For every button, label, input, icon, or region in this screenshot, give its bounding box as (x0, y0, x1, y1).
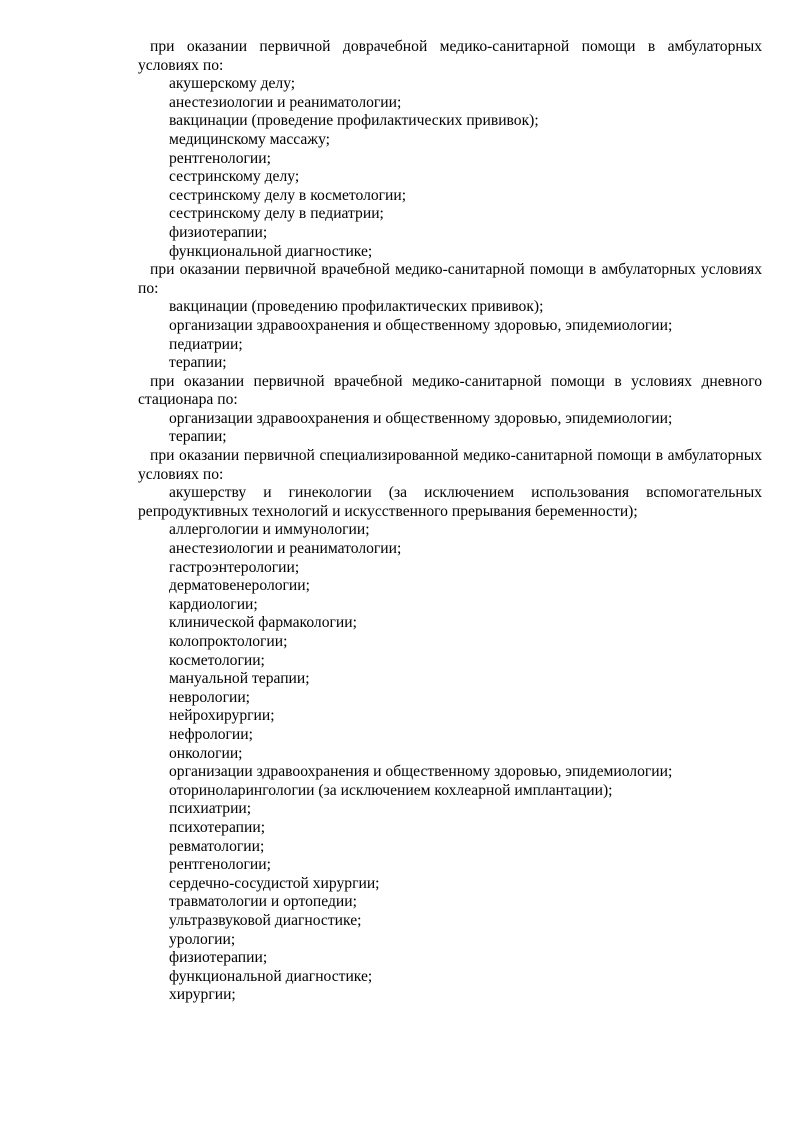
list-item: гастроэнтерологии; (169, 558, 300, 576)
list-item: сестринскому делу; (169, 168, 300, 186)
section-heading: при оказании первичной специализированной медико-санитарной помощи в амбулаторных условиях по: (138, 447, 762, 483)
list-item: сестринскому делу в косметологии; (169, 186, 407, 204)
list-item: сердечно-сосудистой хирургии; (169, 874, 380, 892)
list-item: физиотерапии; (169, 949, 268, 967)
list-item: дерматовенерологии; (169, 577, 310, 595)
list-item: вакцинации (проведение профилактических прививок); (169, 112, 539, 130)
list-item: онкологии; (169, 744, 243, 762)
list-item: неврологии; (169, 688, 251, 706)
list-item: терапии; (169, 354, 227, 372)
section-primary-prephysician-outpatient (138, 38, 762, 261)
list-item: акушерству и гинекологии (за исключением использования вспомогательных репродуктивных технологий и искусственного прерывания беременности); (138, 484, 762, 520)
list-item: организации здравоохранения и общественному здоровью, эпидемиологии; (169, 316, 673, 334)
list-item: акушерскому делу; (169, 75, 296, 93)
section-primary-specialized-outpatient (138, 447, 762, 1005)
list-item: организации здравоохранения и общественному здоровью, эпидемиологии; (169, 409, 673, 427)
section-heading: при оказании первичной доврачебной медико-санитарной помощи в амбулаторных условиях по: (138, 38, 762, 74)
section-primary-physician-day-hospital (138, 373, 762, 447)
list-item: рентгенологии; (169, 856, 271, 874)
list-item: вакцинации (проведению профилактических прививок); (169, 298, 544, 316)
list-item: ультразвуковой диагностике; (169, 911, 362, 929)
list-item: педиатрии; (169, 335, 243, 353)
section-heading: при оказании первичной врачебной медико-санитарной помощи в условиях дневного стационара по: (138, 372, 762, 409)
list-item: колопроктологии; (169, 633, 288, 650)
list-item: терапии; (169, 428, 227, 446)
list-item: анестезиологии и реаниматологии; (169, 93, 402, 111)
list-item: психиатрии; (169, 800, 252, 818)
list-item: функциональной диагностике; (169, 242, 373, 260)
list-item: рентгенологии; (169, 149, 271, 167)
section-primary-physician-outpatient (138, 261, 762, 373)
list-item: травматологии и ортопедии; (169, 893, 357, 911)
list-item: мануальной терапии; (169, 670, 310, 688)
list-item: организации здравоохранения и общественному здоровью, эпидемиологии; (169, 763, 673, 781)
document-body (138, 38, 762, 1005)
list-item: ревматологии; (169, 837, 265, 855)
list-item: клинической фармакологии; (169, 614, 357, 632)
list-item: кардиологии; (169, 595, 258, 613)
section-heading: при оказании первичной врачебной медико-санитарной помощи в амбулаторных условиях по: (138, 261, 762, 297)
list-item: психотерапии; (169, 818, 266, 836)
list-item: урологии; (169, 930, 236, 948)
list-item: медицинскому массажу; (169, 130, 331, 148)
list-item: нейрохирургии; (169, 707, 275, 725)
list-item: анестезиологии и реаниматологии; (169, 540, 402, 558)
list-item: физиотерапии; (169, 223, 268, 241)
list-item: аллергологии и иммунологии; (169, 521, 370, 539)
list-item: косметологии; (169, 651, 265, 669)
list-item: функциональной диагностике; (169, 967, 373, 985)
list-item: сестринскому делу в педиатрии; (169, 205, 384, 223)
list-item: нефрологии; (169, 725, 253, 743)
list-item: оториноларингологии (за исключением кохлеарной имплантации); (169, 781, 613, 799)
list-item: хирургии; (169, 986, 236, 1004)
